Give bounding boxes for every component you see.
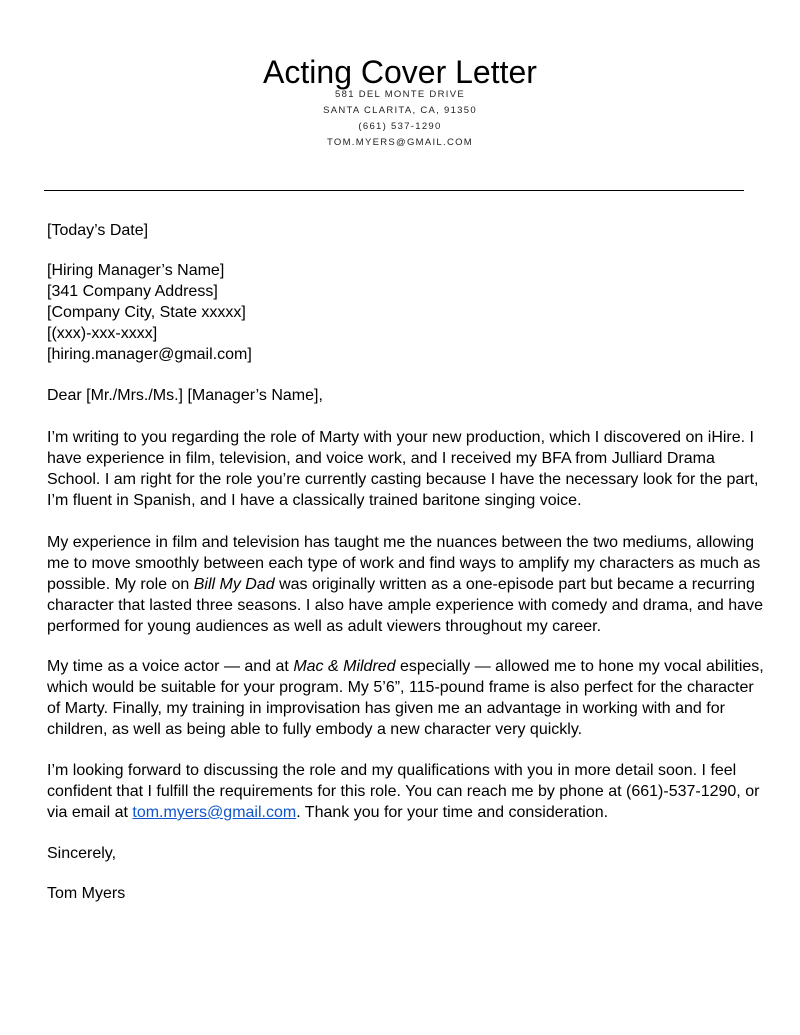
recipient-address: [341 Company Address] bbox=[47, 283, 218, 300]
signature: Tom Myers bbox=[47, 885, 126, 902]
salutation: Dear [Mr./Mrs./Ms.] [Manager’s Name], bbox=[47, 387, 323, 404]
paragraph-1-line: School. I am right for the role you’re currently casting because I have the necessary look for the part, bbox=[47, 471, 759, 488]
closing: Sincerely, bbox=[47, 845, 117, 862]
show-title: Mac & Mildred bbox=[293, 658, 396, 675]
text: possible. My role on bbox=[47, 576, 194, 593]
text: via email at bbox=[47, 804, 133, 821]
paragraph-3-line: which would be suitable for your program. My 5’6”, 115-pound frame is also perfect for the character bbox=[47, 679, 754, 696]
recipient-name: [Hiring Manager’s Name] bbox=[47, 262, 225, 279]
header-divider bbox=[44, 190, 744, 191]
contact-address: 581 DEL MONTE DRIVE bbox=[335, 89, 465, 100]
paragraph-1-line: I’m fluent in Spanish, and I have a classically trained baritone singing voice. bbox=[47, 492, 582, 509]
paragraph-3-line: of Marty. Finally, my training in improvisation has given me an advantage in working with and for bbox=[47, 700, 725, 717]
page-title: Acting Cover Letter bbox=[263, 54, 537, 90]
text: especially — allowed me to hone my vocal abilities, bbox=[395, 658, 764, 675]
paragraph-4-line: confident that I fulfill the requirements for this role. You can reach me by phone at (661)-537-1290, or bbox=[47, 783, 760, 800]
recipient-phone: [(xxx)-xxx-xxxx] bbox=[47, 325, 158, 342]
paragraph-4-line: I’m looking forward to discussing the role and my qualifications with you in more detail soon. I feel bbox=[47, 762, 737, 779]
recipient-email: [hiring.manager@gmail.com] bbox=[47, 346, 252, 363]
paragraph-2-line: character that lasted three seasons. I also have ample experience with comedy and drama, and have bbox=[47, 597, 763, 614]
text: My time as a voice actor — and at bbox=[47, 658, 294, 675]
recipient-city: [Company City, State xxxxx] bbox=[47, 304, 246, 321]
contact-city: SANTA CLARITA, CA, 91350 bbox=[323, 105, 477, 116]
paragraph-2-line bbox=[47, 575, 755, 595]
paragraph-2-line: My experience in film and television has taught me the nuances between the two mediums, allowing bbox=[47, 534, 755, 551]
contact-phone: (661) 537-1290 bbox=[358, 121, 442, 132]
show-title: Bill My Dad bbox=[193, 576, 275, 593]
paragraph-4-line bbox=[47, 803, 608, 823]
paragraph-3-line: children, as well as being able to fully embody a new character very quickly. bbox=[47, 721, 583, 738]
text: . Thank you for your time and consideration. bbox=[296, 804, 609, 821]
paragraph-1-line: I’m writing to you regarding the role of Marty with your new production, which I discovered on iHire. I bbox=[47, 429, 754, 446]
paragraph-2-line: me to move smoothly between each type of work and find ways to amplify my characters as much as bbox=[47, 555, 761, 572]
paragraph-3-line bbox=[47, 657, 764, 677]
paragraph-2-line: performed for young audiences as well as adult viewers throughout my career. bbox=[47, 618, 602, 635]
contact-email: TOM.MYERS@GMAIL.COM bbox=[326, 137, 474, 148]
email-link[interactable]: tom.myers@gmail.com bbox=[132, 804, 297, 821]
date: [Today’s Date] bbox=[47, 222, 149, 239]
text: was originally written as a one-episode part but became a recurring bbox=[274, 576, 755, 593]
paragraph-1-line: have experience in film, television, and voice work, and I received my BFA from Julliard Drama bbox=[47, 450, 715, 467]
